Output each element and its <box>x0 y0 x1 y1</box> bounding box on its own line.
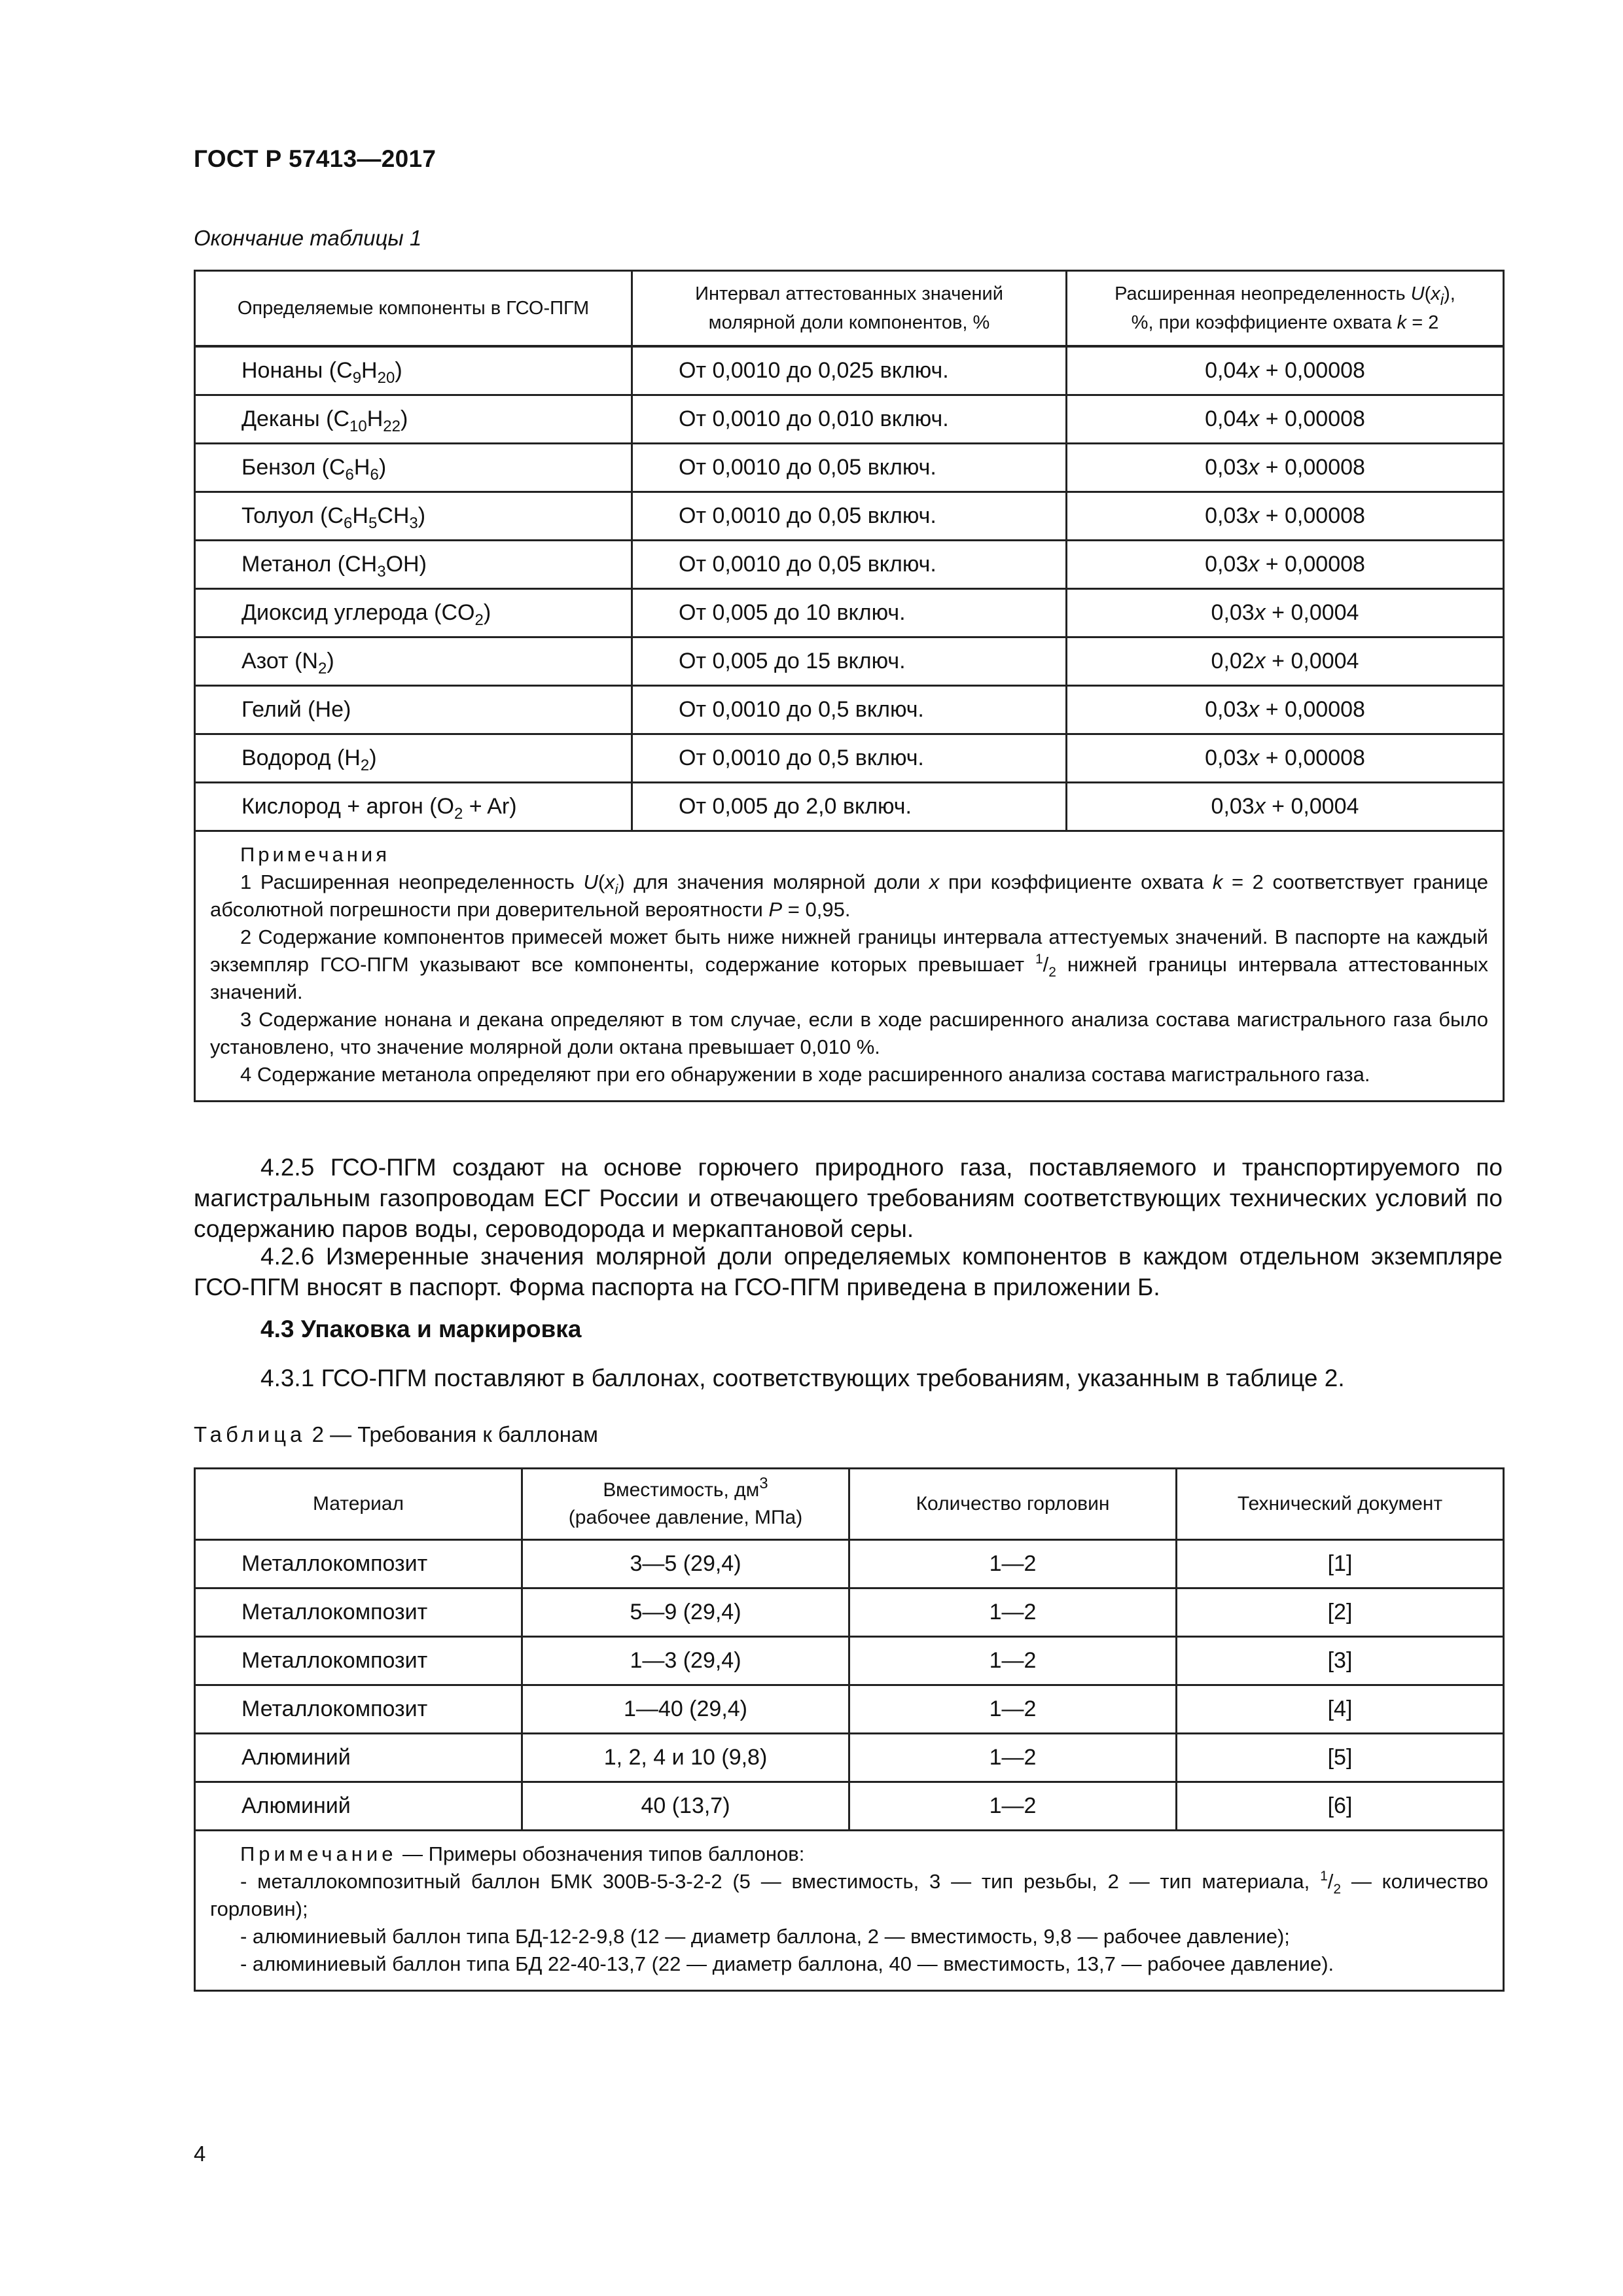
table-row <box>195 1588 1504 1637</box>
table-row <box>195 395 1504 444</box>
uncertainty-cell: 0,03x + 0,00008 <box>1067 492 1504 541</box>
table1-notes <box>195 831 1504 1102</box>
uncertainty-cell: 0,04x + 0,00008 <box>1067 395 1504 444</box>
table-row <box>195 1540 1504 1588</box>
component-name: Толуол $(C_6H_5CH_3)$ <box>195 492 632 541</box>
material-cell: Алюминий <box>195 1734 522 1782</box>
range-cell: От 0,0010 до 0,05 включ. <box>632 541 1067 589</box>
range-cell: От 0,0010 до 0,025 включ. <box>632 346 1067 395</box>
table2-note-title <box>210 1840 1488 1868</box>
range-cell: От 0,005 до 2,0 включ. <box>632 783 1067 831</box>
table2-note-item-1: - металлокомпозитный баллон БМК 300В-5-3-2-2 (5 — вместимость, 3 — тип резьбы, 2 — тип материала, $^1/_2$ — количество горловин); <box>210 1869 1488 1920</box>
table-row <box>195 734 1504 783</box>
table1 <box>194 270 1505 1102</box>
table2-header-document: Технический документ <box>1177 1469 1504 1540</box>
table-row <box>195 1685 1504 1734</box>
paragraph-4-2-6-text: 4.2.6 Измеренные значения молярной доли определяемых компонентов в каждом отдельном экземпляре ГСО-ПГМ вносят в паспорт. Форма паспорта на ГСО-ПГМ приведена в приложении Б. <box>194 1243 1503 1300</box>
page-number: 4 <box>194 2142 206 2166</box>
paragraph-4-3-1 <box>194 1363 1503 1393</box>
table1-notes-row <box>195 831 1504 1102</box>
component-name: Нонаны $(C_9H_{20})$ <box>195 346 632 395</box>
table-row <box>195 686 1504 734</box>
table2-header-necks: Количество горловин <box>849 1469 1177 1540</box>
material-cell: Металлокомпозит <box>195 1685 522 1734</box>
table2-notes-row <box>195 1831 1504 1991</box>
uncertainty-cell: 0,02x + 0,0004 <box>1067 637 1504 686</box>
range-cell: От 0,0010 до 0,5 включ. <box>632 734 1067 783</box>
capacity-cell: 1—3 (29,4) <box>522 1637 849 1685</box>
material-cell: Металлокомпозит <box>195 1637 522 1685</box>
table-row <box>195 1782 1504 1831</box>
range-cell: От 0,0010 до 0,05 включ. <box>632 444 1067 492</box>
document-cell: [2] <box>1177 1588 1504 1637</box>
notes-title: Примечания <box>240 843 390 866</box>
table2-caption <box>194 1422 598 1447</box>
uncertainty-cell: 0,04x + 0,00008 <box>1067 346 1504 395</box>
component-name: Азот $(N_2)$ <box>195 637 632 686</box>
table2-header-capacity: Вместимость, $дм^3$ (рабочее давление, МПа) <box>522 1469 849 1540</box>
table2-header-row <box>195 1469 1504 1540</box>
paragraph-4-3-1-text: 4.3.1 ГСО-ПГМ поставляют в баллонах, соответствующих требованиям, указанным в таблице 2. <box>260 1365 1345 1391</box>
note-2: 2 Содержание компонентов примесей может быть ниже нижней границы интервала аттестуемых значений. В паспорте на каждый экземпляр ГСО-ПГМ указывают все компоненты, содержание которых превышает $^1/_2$ нижней границы интервала аттестованных значений. <box>210 925 1489 1003</box>
component-name: Водород $(H_2)$ <box>195 734 632 783</box>
uncertainty-cell: 0,03x + 0,00008 <box>1067 686 1504 734</box>
uncertainty-cell: 0,03x + 0,00008 <box>1067 444 1504 492</box>
capacity-cell: 40 (13,7) <box>522 1782 849 1831</box>
paragraph-4-2-5 <box>194 1152 1503 1244</box>
table2-caption-title: 2 — Требования к баллонам <box>312 1422 598 1446</box>
note-1: 1 Расширенная неопределенность $U(x_i)$ для значения молярной доли x при коэффициенте охвата k = 2 соответствует границе абсолютной погрешности при доверительной вероятности P = 0,95. <box>210 870 1488 921</box>
table-row <box>195 589 1504 637</box>
component-name: Гелий (He) <box>195 686 632 734</box>
table2-caption-label: Таблица <box>194 1422 306 1446</box>
document-cell: [1] <box>1177 1540 1504 1588</box>
table-row <box>195 783 1504 831</box>
table1-header-interval: Интервал аттестованных значений молярной доли компонентов, % <box>632 271 1067 347</box>
document-code-header: ГОСТ Р 57413—2017 <box>194 145 437 172</box>
section-4-3-heading: 4.3 Упаковка и маркировка <box>260 1316 582 1342</box>
capacity-cell: 3—5 (29,4) <box>522 1540 849 1588</box>
material-cell: Металлокомпозит <box>195 1540 522 1588</box>
table2 <box>194 1467 1505 1992</box>
table1-header-components: Определяемые компоненты в ГСО-ПГМ <box>195 271 632 347</box>
range-cell: От 0,0010 до 0,05 включ. <box>632 492 1067 541</box>
table-row <box>195 1637 1504 1685</box>
table1-continuation-caption: Окончание таблицы 1 <box>194 226 422 250</box>
paragraph-4-2-5-text: 4.2.5 ГСО-ПГМ создают на основе горючего природного газа, поставляемого и транспортируемого по магистральным газопроводам ЕСГ России и отвечающего требованиям соответствующих технических условий по содержанию паров воды, сероводорода и меркаптановой серы. <box>194 1154 1503 1242</box>
table1-header-uncertainty: Расширенная неопределенность $U(x_i)$, %, при коэффициенте охвата k = 2 <box>1067 271 1504 347</box>
uncertainty-cell: 0,03x + 0,00008 <box>1067 734 1504 783</box>
table-row <box>195 541 1504 589</box>
note-label: Примечание <box>240 1842 397 1865</box>
note-4: 4 Содержание метанола определяют при его обнаружении в ходе расширенного анализа состава магистрального газа. <box>240 1063 1370 1086</box>
table-row <box>195 346 1504 395</box>
note-3: 3 Содержание нонана и декана определяют в том случае, если в ходе расширенного анализа состава магистрального газа было установлено, что значение молярной доли октана превышает 0,010 %. <box>210 1008 1488 1058</box>
note-intro: — Примеры обозначения типов баллонов: <box>397 1842 805 1865</box>
component-name: Бензол $(C_6H_6)$ <box>195 444 632 492</box>
capacity-cell: 1—40 (29,4) <box>522 1685 849 1734</box>
uncertainty-cell: 0,03x + 0,00008 <box>1067 541 1504 589</box>
document-cell: [3] <box>1177 1637 1504 1685</box>
document-cell: [6] <box>1177 1782 1504 1831</box>
necks-cell: 1—2 <box>849 1588 1177 1637</box>
material-cell: Металлокомпозит <box>195 1588 522 1637</box>
necks-cell: 1—2 <box>849 1782 1177 1831</box>
necks-cell: 1—2 <box>849 1637 1177 1685</box>
table2-notes <box>195 1831 1504 1991</box>
table2-header-material: Материал <box>195 1469 522 1540</box>
component-name: Кислород + аргон $(O_2 + Ar)$ <box>195 783 632 831</box>
material-cell: Алюминий <box>195 1782 522 1831</box>
table-row <box>195 637 1504 686</box>
range-cell: От 0,005 до 15 включ. <box>632 637 1067 686</box>
table2-note-item-3: - алюминиевый баллон типа БД 22-40-13,7 (22 — диаметр баллона, 40 — вместимость, 13,7 — рабочее давление). <box>240 1952 1334 1975</box>
document-cell: [4] <box>1177 1685 1504 1734</box>
table2-note-item-2: - алюминиевый баллон типа БД-12-2-9,8 (12 — диаметр баллона, 2 — вместимость, 9,8 — рабочее давление); <box>240 1925 1290 1948</box>
necks-cell: 1—2 <box>849 1685 1177 1734</box>
component-name: Диоксид углерода $(CO_2)$ <box>195 589 632 637</box>
table-row <box>195 444 1504 492</box>
table1-header-row <box>195 271 1504 347</box>
component-name: Деканы $(C_{10}H_{22})$ <box>195 395 632 444</box>
necks-cell: 1—2 <box>849 1540 1177 1588</box>
range-cell: От 0,0010 до 0,5 включ. <box>632 686 1067 734</box>
necks-cell: 1—2 <box>849 1734 1177 1782</box>
range-cell: От 0,005 до 10 включ. <box>632 589 1067 637</box>
component-name: Метанол $(CH_3OH)$ <box>195 541 632 589</box>
table-row <box>195 1734 1504 1782</box>
table-row <box>195 492 1504 541</box>
capacity-cell: 5—9 (29,4) <box>522 1588 849 1637</box>
uncertainty-cell: 0,03x + 0,0004 <box>1067 589 1504 637</box>
paragraph-4-2-6 <box>194 1241 1503 1302</box>
document-cell: [5] <box>1177 1734 1504 1782</box>
capacity-cell: 1, 2, 4 и 10 (9,8) <box>522 1734 849 1782</box>
uncertainty-cell: 0,03x + 0,0004 <box>1067 783 1504 831</box>
range-cell: От 0,0010 до 0,010 включ. <box>632 395 1067 444</box>
